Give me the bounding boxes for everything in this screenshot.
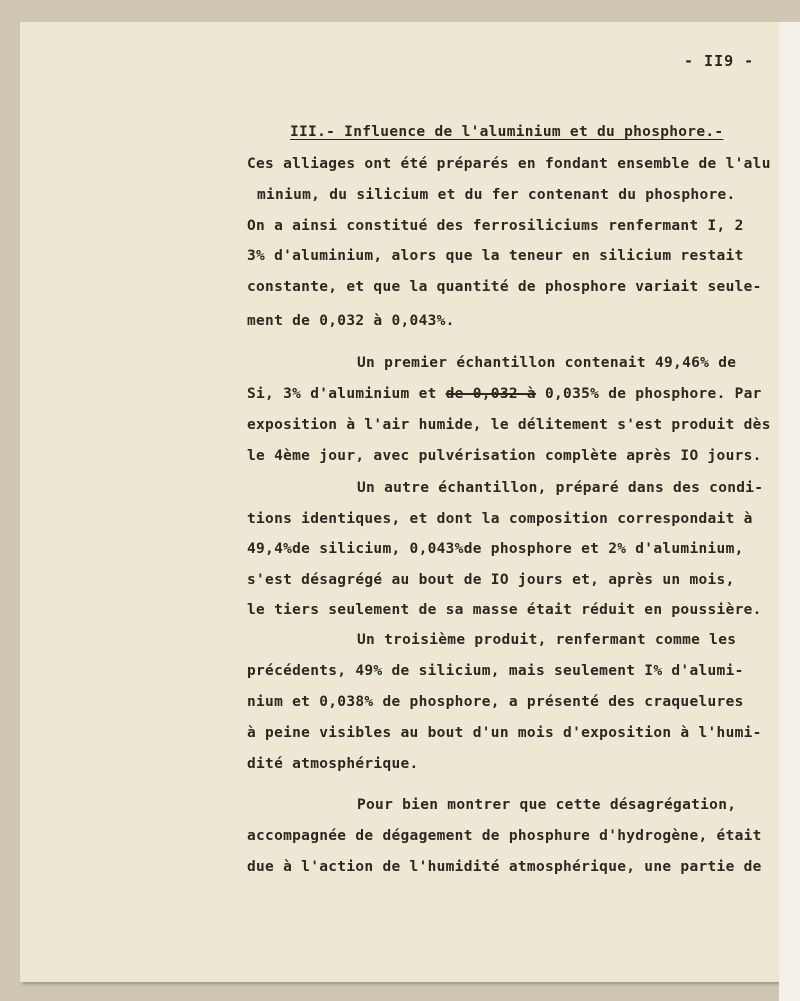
struck-text: de 0,032 à [445,386,536,402]
text-line: ment de 0,032 à 0,043%. [247,313,455,329]
text-line: 49,4%de silicium, 0,043%de phosphore et 2% d'aluminium, [247,541,744,557]
text-line: nium et 0,038% de phosphore, a présenté des craquelures [247,694,744,710]
text-segment: 0,035% de phosphore. Par [535,386,762,402]
text-line: le tiers seulement de sa masse était réduit en poussière. [247,602,762,618]
text-line: accompagnée de dégagement de phosphure d'hydrogène, était [247,828,762,844]
text-line: Un autre échantillon, préparé dans des condi- [357,480,764,496]
text-line: minium, du silicium et du fer contenant du phosphore. [257,187,736,203]
text-line: Pour bien montrer que cette désagrégation, [357,797,737,813]
text-line: Un troisième produit, renfermant comme les [357,632,737,648]
page-edge [779,22,800,1001]
text-line: s'est désagrégé au bout de IO jours et, après un mois, [247,572,735,588]
text-line: dité atmosphérique. [247,756,419,772]
text-line: le 4ème jour, avec pulvérisation complète après IO jours. [247,448,762,464]
text-line: On a ainsi constitué des ferrosiliciums renfermant I, 2 [247,218,744,234]
text-segment: Si, 3% d'aluminium et [247,386,446,402]
text-line: exposition à l'air humide, le délitement s'est produit dès [247,417,771,433]
text-line: à peine visibles au bout d'un mois d'exposition à l'humi- [247,725,762,741]
page-number: - II9 - [684,52,755,70]
text-line: due à l'action de l'humidité atmosphérique, une partie de [247,859,762,875]
text-line: constante, et que la quantité de phosphore variait seule- [247,279,762,295]
text-line: Un premier échantillon contenait 49,46% de [357,355,737,371]
text-line: précédents, 49% de silicium, mais seulement I% d'alumi- [247,663,744,679]
section-heading: III.- Influence de l'aluminium et du phosphore.- [290,124,724,140]
text-line: 3% d'aluminium, alors que la teneur en silicium restait [247,248,744,264]
text-line-si [247,386,762,402]
text-line: tions identiques, et dont la composition correspondait à [247,511,753,527]
text-line: Ces alliages ont été préparés en fondant ensemble de l'alu [247,156,771,172]
